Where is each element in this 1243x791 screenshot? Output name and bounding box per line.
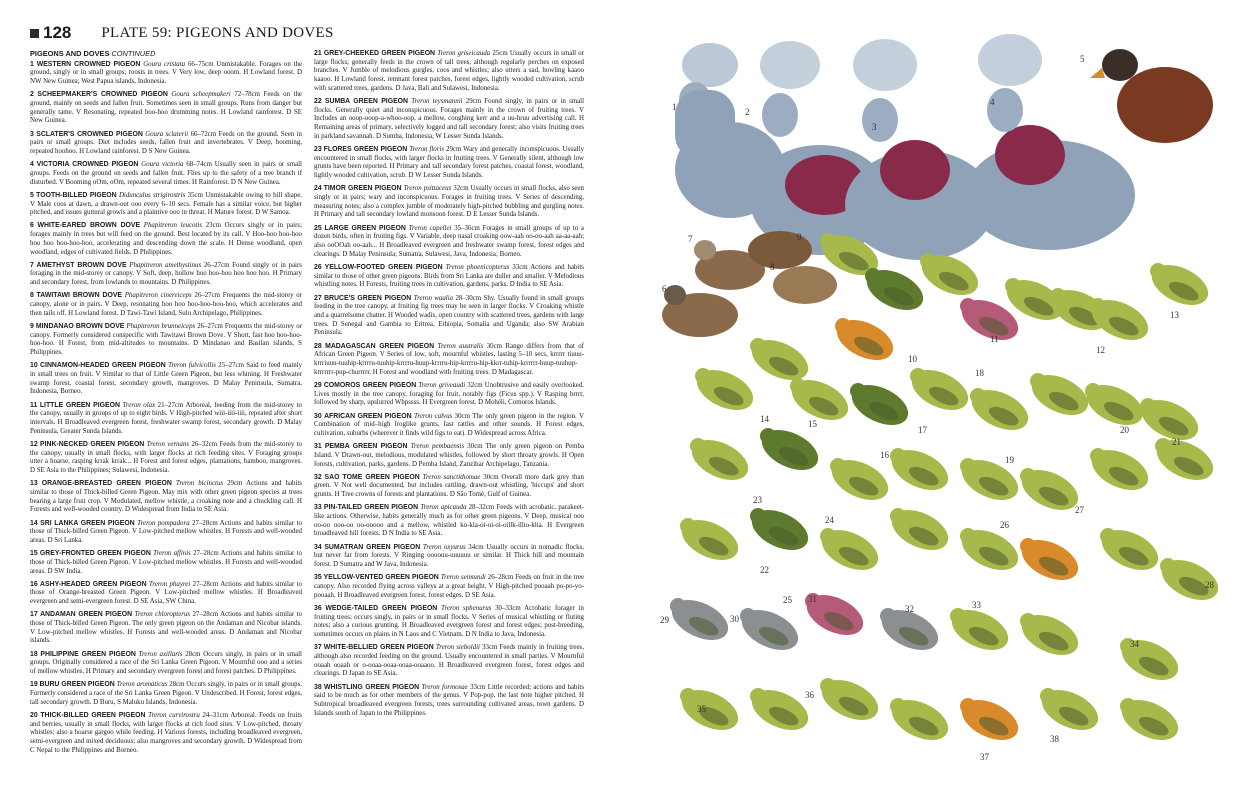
entry-text: 30cm The only green pigeon on Pemba Island. V Drawn-out, melodious, modulated whistles, followed by short throaty growls. H Open forests, cultivation, parks, gardens. D Pemba Island, Zanzibar Archipelago, Tanzania.: [314, 443, 584, 468]
section-heading: [30, 50, 302, 59]
green-pigeon-head: [1020, 468, 1036, 484]
entry-text: 25cm Usually occurs in small or large flocks; generally feeds in the crown of tall trees, although regularly perches on exposed branches. V Jumble of melodious gurgles, coos and whistles; also utters a sad, howling kaaoo kaaoo. H Lowland forest, remnant forest patches, forest edges, lightly wooded cultivation, scrub with scattered trees, gardens. D Java, Bali and Sulawesi, Indonesia.: [314, 50, 584, 92]
species-entry: [314, 50, 584, 94]
entry-name: LITTLE GREEN PIGEON: [39, 401, 120, 409]
plate-number-label: 31: [808, 594, 817, 604]
entry-name: COMOROS GREEN PIGEON: [323, 381, 417, 389]
entry-scientific-name: Treron griseicauda: [437, 50, 491, 57]
bird-3-sclaters-crowned-pigeon: [845, 39, 995, 260]
entry-number: 13: [30, 480, 38, 488]
green-pigeon-head: [865, 268, 881, 284]
entry-text: 33cm Actions and habits similar to those of other green pigeons. Birds from Sri Lanka are duller and smaller. V Melodious whistling notes. H Forests, fruiting trees in cultivation, gardens, parks. D India to SE Asia.: [314, 263, 584, 289]
entry-text: 29cm Wary and generally inconspicuous. Usually encountered in small flocks, with larger flocks in fruiting trees. V Generally silent, although low grunts have been reported. H Primary and tall secondary forest patches, coastal forest, woodland, lightly wooded cultivation, scrub. D W Lesser Sunda Islands.: [314, 146, 584, 180]
green-pigeon-head: [820, 678, 836, 694]
green-pigeon-head: [1150, 263, 1166, 279]
plate-number-label: 22: [760, 565, 769, 575]
entry-scientific-name: Goura sclaterii: [145, 130, 189, 138]
plate-number-label: 16: [880, 450, 889, 460]
species-entry: [30, 323, 302, 358]
entry-number: 21: [314, 50, 322, 57]
entry-scientific-name: Phapitreron amethystinus: [129, 261, 202, 269]
entry-scientific-name: Phapitreron leucotis: [143, 222, 203, 230]
entry-text: 26–27cm Frequents the mid-storey or canopy, alone or in pairs. V Deep, resonating hoo hoo hoo-hoo-hoo-hoo, which accelerates and then tails off. H Lowland forest. D Tawi-Tawi Island, Sulu Archipelago, Philippines.: [30, 292, 302, 317]
green-pigeon-head: [890, 448, 906, 464]
entry-text: 26–27cm Found singly or in pairs foraging in the mid-storey or canopy. V Soft, deep, hollow hoo hoo-hoo hoo hoo hoo. H Primary and secondary forest, from lowlands to mountains. D Philippines.: [30, 261, 302, 287]
species-entry: [314, 413, 584, 439]
entry-text: 29cm Found singly, in pairs or in small flocks. Generally quiet and inconspicuous. Forages mainly in the crown of fruiting trees. V Includes an ooop-ooop-a-whoo-oop, a mellow, coughing kerr and a uu-hruu advertising call. H Remaining areas of primary, selectively logged and tall secondary forest; also visits fruiting trees in parkland savannah. D Sumba, Indonesia, W Lesser Sunda Islands.: [314, 98, 584, 140]
entry-name: TOOTH-BILLED PIGEON: [36, 191, 117, 199]
green-pigeon-head: [690, 438, 706, 454]
entry-number: 11: [30, 401, 38, 409]
entry-name: BRUCE'S GREEN PIGEON: [324, 294, 412, 302]
entry-number: 23: [314, 146, 322, 154]
entry-text: 66–72cm Feeds on the ground. Seen in pairs or small groups. Diet includes seeds, fallen fruit and invertebrates. V Deep, booming, repeated hoohoo. H Lowland rainforest. D S New Guinea.: [30, 130, 302, 156]
plate-number-label: 24: [825, 515, 834, 525]
entry-number: 10: [30, 362, 38, 370]
entry-scientific-name: Goura cristata: [143, 60, 186, 68]
green-pigeon-head: [960, 698, 976, 714]
entry-name: ORANGE-BREASTED GREEN PIGEON: [41, 480, 172, 488]
green-pigeon-head: [750, 508, 766, 524]
green-pigeon-head: [1100, 528, 1116, 544]
plate-number-label: 4: [990, 97, 995, 107]
entry-number: 35: [314, 574, 322, 582]
plate-number-label: 1: [672, 102, 677, 112]
green-pigeon-head: [750, 688, 766, 704]
species-entry: [30, 222, 302, 257]
page-header: [30, 22, 630, 44]
green-pigeon-head: [970, 388, 986, 404]
entry-name: YELLOW-FOOTED GREEN PIGEON: [324, 263, 443, 271]
plate-number-label: 11: [990, 334, 999, 344]
plate-number-label: 18: [975, 368, 984, 378]
species-entry: [30, 161, 302, 187]
entry-number: 37: [314, 644, 322, 652]
green-pigeon-head: [1085, 383, 1101, 399]
entry-name: SUMBA GREEN PIGEON: [324, 98, 408, 106]
section-continued: CONTINUED: [111, 49, 156, 58]
green-pigeon-head: [670, 598, 686, 614]
entry-text: 28–30cm Shy. Usually found in small groups feeding in the tree canopy, at fruiting fig trees may be seen in larger flocks. V Croaking whistle and a quarrelsome chatter. H Wooded wadis, open country with scattered trees, gardens with large trees. D Senegal and Gambia to Eritrea, Ethiopia, Somalia and Uganda; also SW Arabian Peninsula.: [314, 294, 584, 337]
green-pigeon-head: [1050, 288, 1066, 304]
green-pigeon-head: [1120, 698, 1136, 714]
entry-number: 8: [30, 292, 34, 300]
entry-text: 29cm Actions and habits similar to those of Thick-billed Green Pigeon. May mix with other green pigeon species at trees bearing a large fruit crop. V Modulated, mellow whistle, a croaking note and a chuckling call. H Forests and well-wooded country. D Widespread from India to SE Asia.: [30, 480, 302, 514]
entry-name: SCLATER'S CROWNED PIGEON: [36, 130, 143, 138]
plate-number-label: 14: [760, 414, 769, 424]
entry-name: ANDAMAN GREEN PIGEON: [40, 611, 133, 619]
entry-name: SRI LANKA GREEN PIGEON: [40, 519, 135, 527]
entry-name: WESTERN CROWNED PIGEON: [36, 60, 141, 68]
green-pigeon-head: [850, 383, 866, 399]
entry-text: 26–28cm Feeds on fruit in the tree canopy. Also recorded flying across valleys at a great height. V High-pitched pooaah po-po-yo-pooaah. H Broadleaved evergreen forest, forest edges. D SE Asia.: [314, 574, 584, 599]
entry-number: 7: [30, 261, 34, 269]
species-entry: [30, 480, 302, 515]
birds-illustration: [650, 20, 1235, 780]
entry-name: ASHY-HEADED GREEN PIGEON: [40, 580, 147, 588]
entry-text: 26–27cm Frequents the mid-storey or canopy. Formerly considered conspecific with Tawitawi Brown Dove. V Short, fast hoo hoo-hoo-hoo-hoo. H Forest, from mid-altitudes to mountains. D Mindanao and Basilan islands, S Philippines.: [30, 322, 302, 357]
green-pigeon-head: [820, 233, 836, 249]
species-entry: [314, 574, 584, 600]
entry-scientific-name: Treron pembaensis: [410, 443, 465, 451]
plate-number-label: 10: [908, 354, 917, 364]
green-pigeon-head: [890, 508, 906, 524]
plate-number-label: 20: [1120, 425, 1129, 435]
green-pigeon-head: [835, 318, 851, 334]
entry-text: 33cm Little recorded; actions and habits said to be much as for other members of the genus. V Pop-pop, the last note higher pitched. H Subtropical broadleaved evergreen forests, trees surrounding cultivated areas, town gardens. D Islands south of Japan to the Philippines.: [314, 683, 585, 717]
entry-scientific-name: Phapitreron cinereiceps: [124, 292, 192, 300]
entry-scientific-name: Treron sanctithomae: [422, 473, 481, 481]
entry-scientific-name: Treron sieboldii: [435, 644, 480, 652]
plate-number-label: 33: [972, 600, 981, 610]
plate-number-label: 27: [1075, 505, 1084, 515]
species-entry: [314, 684, 584, 719]
plate-number-label: 38: [1050, 734, 1059, 744]
entry-scientific-name: Treron waalia: [413, 294, 454, 302]
species-entry: [314, 225, 584, 260]
entry-text: 23cm Occurs singly or in pairs; forages mainly in trees but will feed on the ground. Best located by its call. V Hoo-hoo hoo-hoo hoo hoo hoo-hoo-hoo, accelerating and descending down the scale. H Dense woodland, open woodland, edges of cultivated fields. D Philippines.: [30, 222, 302, 256]
bird-5-tooth-billed-pigeon: [1090, 49, 1213, 143]
page-number: 128: [43, 23, 72, 42]
entry-text: 28cm Occurs singly, in pairs or in small groups. Formerly considered a race of the Sri Lanka Green Pigeon. V Undescribed. H Forest, forest edges, tall secondary growth. D Buru, S Maluku Islands, Indonesia.: [30, 681, 302, 706]
entry-text: 27–28cm Actions and habits similar to those of Thick-billed Green Pigeon. V Low-pitched mellow whistles. H Forests and well-wooded areas. D Sri Lanka.: [30, 519, 302, 544]
entry-name: CINNAMON-HEADED GREEN PIGEON: [40, 362, 166, 370]
green-pigeon-head: [820, 528, 836, 544]
text-column-left: [30, 50, 302, 760]
entry-text: 32cm Usually occurs in small flocks, also seen singly or in pairs; wary and inconspicuous. Forages in fruiting trees. V Series of descending, measuring notes; also a complex jumble of moderately high-pitched bubbling and gurgling notes. H Primary and tall secondary lowland monsoon forest. D E Lesser Sunda Islands.: [314, 185, 584, 219]
entry-number: 26: [314, 263, 322, 271]
bird-6-white-eared-brown-dove: [662, 285, 738, 337]
entry-number: 24: [314, 185, 322, 193]
plate-number-label: 5: [1080, 54, 1085, 64]
green-pigeon-head: [680, 688, 696, 704]
plate-number-label: 35: [697, 704, 706, 714]
plate-number-label: 6: [662, 284, 667, 294]
species-entry: [30, 681, 302, 707]
green-pigeon-head: [1090, 448, 1106, 464]
entry-name: PHILIPPINE GREEN PIGEON: [40, 650, 136, 658]
entry-scientific-name: Treron formosae: [421, 683, 468, 691]
entries-list-left: [30, 61, 302, 756]
entry-text: 30cm Range differs from that of African Green Pigeon. V Series of low, soft, mournful whistles, lasting 5–10 secs, krrrrr tiuuu-krrriuuu-tuuhip-krrrru-tuuhip-krrrru-huup-krrrru-hip-krrrru-hip-kkrr-tuhip-krrrrrr-huup-tuuhup-krrrrrrr-pup-churrrrr. H Forest and woodland with fruiting trees. D Madagascar.: [314, 342, 584, 376]
entry-name: GREY-CHEEKED GREEN PIGEON: [323, 50, 436, 57]
plate-number-label: 13: [1170, 310, 1179, 320]
entry-scientific-name: Treron axillaris: [138, 650, 183, 658]
entry-scientific-name: Treron teysmannii: [411, 98, 463, 106]
entry-scientific-name: Treron capellei: [408, 224, 452, 232]
entry-name: MINDANAO BROWN DOVE: [35, 322, 125, 330]
entry-name: LARGE GREEN PIGEON: [324, 224, 406, 232]
species-entry: [30, 91, 302, 126]
green-pigeon-head: [950, 608, 966, 624]
entry-number: 30: [314, 412, 322, 420]
plate-number-label: 37: [980, 752, 989, 762]
entry-scientific-name: Didunculus strigirostris: [118, 191, 186, 199]
entry-name: PINK-NECKED GREEN PIGEON: [40, 440, 145, 448]
entry-text: 27–28cm Actions and habits similar to those of Thick-billed Green Pigeon. V Low-pitched mellow whistles. H Forests and well-wooded areas. D SW India.: [30, 550, 302, 575]
entry-scientific-name: Treron floris: [409, 146, 445, 154]
entry-scientific-name: Treron griveaudi: [418, 381, 466, 389]
species-entry: [314, 146, 584, 181]
entry-scientific-name: Treron phoenicopterus: [445, 263, 510, 271]
species-entry: [314, 295, 584, 339]
entry-name: TAWITAWI BROWN DOVE: [36, 292, 123, 300]
species-entry: [30, 61, 302, 87]
entry-name: GREY-FRONTED GREEN PIGEON: [39, 550, 151, 558]
entry-number: 20: [30, 711, 38, 719]
entry-scientific-name: Treron bicinctus: [175, 480, 224, 488]
green-pigeon-head: [1040, 688, 1056, 704]
green-pigeon-head: [1090, 298, 1106, 314]
entry-text: 28cm Occurs singly, in pairs or in small groups. Originally considered a race of the Sri Lanka Green Pigeon. V Mournful ooo and a series of mellow whistles. H Primary and secondary evergreen forest and forest patches. D Philippines.: [30, 650, 302, 676]
plate-number-label: 34: [1130, 639, 1139, 649]
entry-number: 38: [314, 683, 322, 691]
entry-text: 72–78cm Feeds on the ground, mainly on seeds and fallen fruit. Sometimes seen in small groups. Runs from danger but generally tame. V Resonating, repeated hoo-hoo drumming notes. H Lowland rainforest. D SE New Guinea.: [30, 91, 302, 125]
entry-text: 21–27cm Arboreal, feeding from the mid-storey to the canopy, usually in groups of up to eight birds. V High-pitched wiii-iiii-iiii, repeated after short intervals. H Broadleaved evergreen forest, freshwater swamp forest, secondary growth. D Malay Peninsula, Greater Sunda Islands.: [30, 401, 302, 435]
entry-text: 24–31cm Arboreal. Feeds on fruits and berries, usually in small flocks, with larger flocks at rich food sites. V Low-pitched, throaty whistles; also a hoarse gargoo while feeding. H Various forests, including broadleaved evergreen, semi-evergreen and mixed deciduous; also mangroves and secondary growth. D Widespread from C Nepal to the Philippines and Borneo.: [30, 711, 302, 754]
species-entry: [314, 343, 584, 378]
entry-text: 26–32cm Feeds from the mid-storey to the canopy, usually in small flocks, with larger flocks at rich feeding sites. V Foraging groups utter a hoarse, rasping krrak krrak... H Forest and forest edges, plantations, bamboo, mangroves. D SE Asia to the Philippines; Sulawesi, Indonesia.: [30, 440, 302, 475]
entry-number: 16: [30, 580, 38, 588]
plate-number-label: 15: [808, 419, 817, 429]
entry-scientific-name: Treron aromaticus: [116, 681, 168, 689]
entry-name: MADAGASCAN GREEN PIGEON: [325, 342, 435, 350]
entry-scientific-name: Treron seimundi: [440, 574, 486, 582]
entry-number: 15: [30, 550, 38, 558]
plate-number-label: 21: [1172, 437, 1181, 447]
entry-number: 32: [314, 473, 322, 481]
plate-number-label: 29: [660, 615, 669, 625]
entry-name: AFRICAN GREEN PIGEON: [324, 412, 412, 420]
green-pigeon-head: [750, 338, 766, 354]
entry-scientific-name: Goura victoria: [141, 161, 184, 169]
entry-number: 14: [30, 519, 38, 527]
entry-name: FLORES GREEN PIGEON: [323, 146, 408, 154]
entry-text: 68–74cm Usually seen in pairs or small groups. Feeds on the ground on seeds and fallen fruit. Flies up to the safety of a tree branch if disturbed. V Booming oOm, oOm, repeated several times. H Rainforest. D N New Guinea.: [30, 161, 302, 186]
entry-text: 30–33cm Acrobatic forager in fruiting trees; occurs singly, in pairs or in small flocks. V Series of musical whistling or fluting notes; also a curious grunting. H Broadleaved evergreen forest and forest edges; post-breeding, sometimes occurs on plains in N Laos and C Vietnam. D N India to Java, Indonesia.: [314, 604, 584, 638]
green-pigeon-head: [960, 458, 976, 474]
entry-name: PEMBA GREEN PIGEON: [324, 443, 408, 451]
bird-9-mindanao-brown-dove: [773, 266, 837, 304]
species-entry: [30, 611, 302, 646]
green-pigeons-flock: [666, 227, 1225, 748]
entry-number: 25: [314, 224, 322, 232]
green-pigeon-head: [1020, 538, 1036, 554]
green-pigeon-head: [920, 253, 936, 269]
green-pigeon-head: [1140, 398, 1156, 414]
green-pigeon-head: [880, 608, 896, 624]
plate-number-label: 23: [753, 495, 762, 505]
entry-name: BURU GREEN PIGEON: [39, 681, 115, 689]
plate-number-label: 36: [805, 690, 814, 700]
entry-name: SAO TOME GREEN PIGEON: [324, 473, 420, 481]
plate-number-label: 26: [1000, 520, 1009, 530]
entry-name: VICTORIA CROWNED PIGEON: [36, 161, 139, 169]
green-pigeon-head: [1020, 613, 1036, 629]
entry-name: WEDGE-TAILED GREEN PIGEON: [325, 604, 438, 612]
entry-name: THICK-BILLED GREEN PIGEON: [40, 711, 146, 719]
entry-text: 35cm Unmistakable owing to bill shape. V Male coos at dawn, a drawn-out ooo every 6–10 secs. Female has a similar voice, but higher pitched, and issues guttural growls and a plaintive ooo in threat. H Mature forest. D W Samoa.: [30, 191, 302, 217]
entry-number: 19: [30, 681, 38, 689]
entry-number: 3: [30, 130, 34, 138]
entry-text: 66–75cm Unmistakable. Forages on the ground, singly or in small groups; roosts in trees. V Very low, deep ooom. H Lowland forest. D NW New Guinea; West Papua islands, Indonesia.: [30, 60, 303, 86]
entry-number: 6: [30, 222, 34, 230]
section-title: PIGEONS AND DOVES: [30, 49, 110, 58]
plate-number-label: 3: [872, 122, 877, 132]
entry-scientific-name: Treron apicauda: [420, 504, 467, 512]
green-pigeon-head: [830, 458, 846, 474]
entry-text: 27–28cm Actions and habits similar to those of Thick-billed Green Pigeon. The only green pigeon on the Andaman and Nicobar islands. V Low-pitched mellow whistles. H Forests and well-wooded areas. D Andaman and Nicobar islands.: [30, 611, 302, 645]
entry-text: 27–28cm Actions and habits similar to those of Orange-breasted Green Pigeon. V Low-pitched mellow whistles. H Broadleaved evergreen and semi-evergreen forest. D SE Asia, SW China.: [30, 580, 302, 606]
green-pigeon-head: [1160, 558, 1176, 574]
entry-number: 5: [30, 191, 34, 199]
species-entry: [314, 264, 584, 290]
species-entry: [314, 98, 584, 142]
page-marker-square: [30, 29, 39, 38]
entry-number: 33: [314, 504, 322, 512]
entry-number: 18: [30, 650, 38, 658]
plate-number-label: 25: [783, 595, 792, 605]
entry-name: SCHEEPMAKER'S CROWNED PIGEON: [37, 91, 168, 99]
plate-number-label: 2: [745, 107, 750, 117]
green-pigeon-head: [960, 298, 976, 314]
species-entry: [314, 443, 584, 469]
species-entry: [314, 382, 584, 408]
species-entry: [314, 504, 584, 539]
species-entry: [30, 581, 302, 607]
species-entry: [30, 550, 302, 576]
species-entry: [30, 192, 302, 218]
entry-scientific-name: Treron fulvicollis: [168, 362, 216, 370]
entry-text: 30cm Overall more dark grey than green. V Not well documented, but includes rattling, drawn-out whistling, 'hiccups' and short grunts. H Tree crowns of forests and plantations. D São Tomé, Gulf of Guinea.: [314, 473, 585, 499]
entry-name: SUMATRAN GREEN PIGEON: [324, 543, 421, 551]
green-pigeon-head: [695, 368, 711, 384]
entry-number: 27: [314, 294, 322, 302]
plate-number-label: 28: [1205, 580, 1214, 590]
species-entry: [314, 544, 584, 570]
species-entry: [30, 712, 302, 756]
entry-name: WHITE-EARED BROWN DOVE: [37, 222, 141, 230]
entry-name: WHITE-BELLIED GREEN PIGEON: [323, 644, 434, 652]
species-entry: [30, 131, 302, 157]
species-entry: [30, 402, 302, 437]
entry-name: TIMOR GREEN PIGEON: [323, 185, 402, 193]
plate-number-label: 8: [770, 262, 775, 272]
green-pigeon-head: [1005, 278, 1021, 294]
entry-number: 1: [30, 60, 34, 68]
entry-scientific-name: Treron curvirostra: [148, 711, 200, 719]
entry-name: PIN-TAILED GREEN PIGEON: [323, 504, 419, 512]
entry-number: 36: [314, 604, 322, 612]
entry-number: 34: [314, 543, 322, 551]
species-entry: [30, 441, 302, 476]
plate-number-label: 12: [1096, 345, 1105, 355]
species-entry: [30, 520, 302, 546]
plate-number-label: 32: [905, 604, 914, 614]
entry-name: AMETHYST BROWN DOVE: [36, 261, 127, 269]
bird-8-tawitawi-brown-dove: [748, 231, 812, 269]
plate-number-label: 30: [730, 614, 739, 624]
plate-number-label: 19: [1005, 455, 1014, 465]
entry-scientific-name: Goura scheepmakeri: [171, 91, 231, 99]
species-entry: [30, 262, 302, 288]
entry-number: 28: [314, 342, 322, 350]
entry-scientific-name: Treron psittaceus: [403, 185, 452, 193]
green-pigeon-head: [1030, 373, 1046, 389]
entry-scientific-name: Treron chloropterus: [134, 611, 191, 619]
species-entry: [314, 185, 584, 220]
species-entry: [30, 362, 302, 397]
entry-number: 31: [314, 443, 322, 451]
entry-text: 33cm Feeds mainly in fruiting trees, although also recorded feeding on the ground. Usually encountered in small parties. V Mournful ooaah ooaah or o-ooaa-ooaa-ooaa-ooaaoo. H Broadleaved evergreen forest, forest edges and clearings. D Japan to SE Asia.: [314, 644, 584, 678]
green-pigeon-head: [680, 518, 696, 534]
green-pigeon-head: [1155, 438, 1171, 454]
entry-number: 2: [30, 91, 34, 99]
entry-scientific-name: Phapitreron brunneiceps: [126, 322, 196, 330]
entry-number: 17: [30, 611, 38, 619]
plate-title: PLATE 59: PIGEONS AND DOVES: [101, 24, 334, 41]
green-pigeon-head: [790, 378, 806, 394]
entry-text: 35–36cm Forages in small groups of up to a dozen birds, often in fruiting figs. V Variable, deep nasal croaking oow-aah oo-oo-aah aa-aa-aah; also ooOOah oo-aah... H Broadleaved evergreen and freshwater swamp forest, forest edges and clearings. D Malay Peninsula; Sumatra, Sulawesi, Java, Indonesia; Borneo.: [314, 224, 584, 258]
entry-text: 28–32cm Feeds with acrobatic, parakeet-like actions. Otherwise, habits generally much as for other green pigeons. V Deep, musical ooo oo-oo ooo-oo oo-ooooo and a mellow, whistled ko-kla-oi-oi-oi-oillk-illio-klia. H Evergreen broadleaved hill forests. D N India to SE Asia.: [314, 504, 584, 538]
entry-scientific-name: Treron pompadora: [137, 519, 190, 527]
entry-text: 32cm Unobtrusive and easily overlooked. Lives mostly in the tree canopy, foraging for fruit, notably figs (Ficus spp.). V Rasping brrrr, followed by sharp, upslurred Whpssss. H Evergreen forest. D Mohéli, Comoros Islands.: [314, 381, 584, 407]
green-pigeon-head: [960, 528, 976, 544]
green-pigeon-head: [760, 428, 776, 444]
entry-scientific-name: Treron phayrei: [148, 580, 191, 588]
green-pigeon-head: [890, 698, 906, 714]
entry-scientific-name: Treron affinis: [153, 550, 191, 558]
species-entry: [30, 651, 302, 677]
entry-name: YELLOW-VENTED GREEN PIGEON: [323, 574, 439, 582]
species-entry: [30, 292, 302, 318]
plate-number-label: 7: [688, 234, 693, 244]
entry-text: 25–27cm Said to feed mainly in small trees on fruit. V Similar to that of Little Green Pigeon, but less whining. H Freshwater swamp forest, coastal forest, secondary growth, mangroves. D Malay Peninsula, Sumatra, Indonesia, Borneo.: [30, 362, 302, 396]
entry-number: 4: [30, 161, 34, 169]
entry-scientific-name: Treron olax: [122, 401, 156, 409]
entry-number: 29: [314, 381, 322, 389]
entries-list-right: [314, 50, 584, 718]
entry-text: 34cm Usually occurs in nomadic flocks, but never far from forests. V Ringing oooouu-uuuuuu or similar. H Thick hill and mountain forest. D Sumatra and W Java, Indonesia.: [314, 543, 584, 569]
entry-number: 9: [30, 322, 34, 330]
green-pigeon-head: [740, 608, 756, 624]
species-entry: [314, 474, 584, 500]
entry-text: 30cm The only green pigeon in the region. V Combination of mid–high froglike grunts, fast rattles and other sounds. H Forest edges, cultivation, suburbs (wherever it finds wild figs to eat). D Widespread across Africa.: [314, 412, 584, 437]
entry-number: 12: [30, 440, 38, 448]
plate-number-label: 9: [797, 232, 802, 242]
entry-number: 22: [314, 98, 322, 106]
plate-number-label: 17: [918, 425, 927, 435]
species-entry: [314, 644, 584, 679]
green-pigeon-head: [910, 368, 926, 384]
entry-scientific-name: Treron oxyurus: [422, 543, 466, 551]
entry-scientific-name: Treron australis: [437, 342, 484, 350]
illustration-plate: [650, 20, 1235, 780]
entry-name: WHISTLING GREEN PIGEON: [324, 683, 420, 691]
entry-scientific-name: Treron calvus: [413, 412, 453, 420]
species-entry: [314, 605, 584, 640]
text-column-right: [314, 50, 584, 723]
entry-scientific-name: Treron vernans: [146, 440, 190, 448]
entry-scientific-name: Treron sphenurus: [441, 604, 492, 612]
